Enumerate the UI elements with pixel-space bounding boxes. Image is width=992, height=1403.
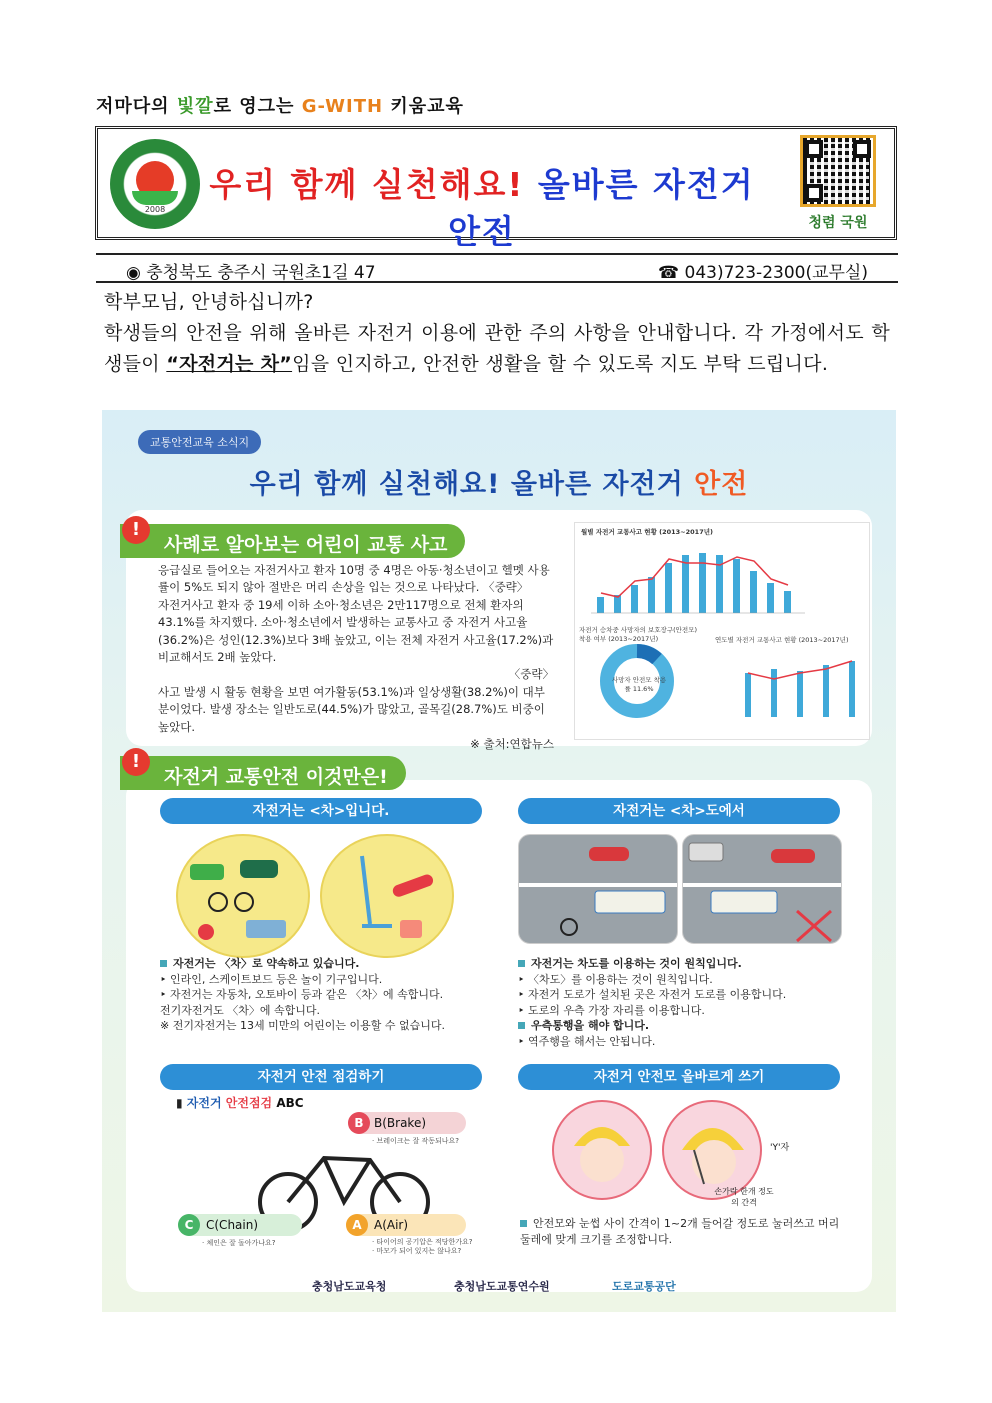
pill-safety-check: 자전거 안전 점검하기 <box>160 1064 482 1090</box>
integrity-mark: 청렴 국원 <box>808 215 868 231</box>
qr-code-icon <box>800 135 876 207</box>
page-title: 우리 함께 실천해요! 올바른 자전거 안전 <box>209 165 755 251</box>
safety-poster: 교통안전교육 소식지 우리 함께 실천해요! 올바른 자전거 안전 ! 사례로 알아보는 어린이 교통 사고 응급실로 들어오는 자전거사고 환자 10명 중 4명은 아동·청소년이고 헬멧 사용률이 5%도 되지 않아 절반은 머리 손상을 입는 것으로 나타났다. 〈중략〉 자전거사고 환자 중 19세 이하 소아·청소년은 2만117명으로 전체 환자의 43.1%를 차지했다. 소아·청소년에서 발생하는 교통사고 중 자전거 사고율(36.2%)은 성인(12.3%)보다 3배 높았고, 이는 전체 자전거 사고율(17.2%)과 비교해서도 2배 높았다. 〈중략〉 사고 발생 시 활동 현황을 보면 여가활동(53.1%)과 일상생활(38.2%)이 대부분이었다. 발생 장소는 일반도로(44.5%)가 많았고, 골목길(28.7%)도 비중이 높았다. ※ 출처:연합뉴스 월별 자전거 교통사고 현황 (2013~2017년) 자전거 승차중 사망자의 보호장구(안전모) 착용 여부 (2013~2017년) 사망자 안전모 착용률 11.6% 연도별 자전거 교통사고 현황 (2013~2017년) ! 자전거 교통안전 이것만은! 자전거는 <차>입니다. 자전거는 <차>도에서 자전거는 〈차〉로 약속하고 있습니다. ‣ 인라인, 스케이트보드 등은 놀이 기구입니다. ‣ 자전거는 자동차, 오토바이 등과 같은 〈차〉에 속합니다. 전기자전거도 〈차〉에 속합니다. ※ 전기자전거는 13세 미만의 어린이는 이용할 수 없습니다. 자전거는 차도를 이용하는 것이 원칙입니다. ‣ 〈차도〉를 이용하는 것이 원칙입니다. ‣ 자전거 도로가 설치된 곳은 자전거 도로를 이용합니다. ‣ 도로의 우측 가장 자리를 이용합니다. 우측통행을 해야 합니다. ‣ 역주행을 해서는 안됩니다. 자전거 안전 점검하기 자전거 안전모 올바르게 쓰기 ▮ 자전거 안전점검 ABC B B(Brake) · 브레이크는 잘 작동되나요? C C(Chain) · 체인은 잘 돌아가나요? A A(Air) · 타이어의 공기압은 적당한가요? · 마모가 되어 있지는 않나요? 'Y'자 손가락 한개 정도의 간격 안전모와 눈썹 사이 간격이 1~2개 들어갈 정도로 눌러쓰고 머리 둘레에 맞게 크기를 조정합니다. 충청남도교육청 충청남도교통연수원 도로교통공단 <box>102 410 896 1312</box>
air-label: A A(Air) <box>346 1214 466 1236</box>
school-address: ◉ 충청북도 충주시 국원초1길 47 <box>126 263 376 283</box>
newsletter-tag: 교통안전교육 소식지 <box>138 430 261 454</box>
road-scene-1 <box>518 834 678 944</box>
pill-bicycle-on-road: 자전거는 <차>도에서 <box>518 798 840 824</box>
vehicle-rules: 자전거는 〈차〉로 약속하고 있습니다. ‣ 인라인, 스케이트보드 등은 놀이 기구입니다. ‣ 자전거는 자동차, 오토바이 등과 같은 〈차〉에 속합니다. 전기자전거도 〈차〉에 속합니다. ※ 전기자전거는 13세 미만의 어린이는 이용할 수 없습니다. <box>160 957 445 1032</box>
school-phone: ☎ 043)723-2300(교무실) <box>657 263 868 283</box>
poster-title: 우리 함께 실천해요! 올바른 자전거 안전 <box>249 469 749 500</box>
abc-title: ▮ 자전거 안전점검 ABC <box>176 1096 304 1110</box>
alert-icon: ! <box>122 516 150 544</box>
traffic-light-icon: ▮ <box>176 1096 183 1110</box>
school-logo: 2008 <box>110 139 200 229</box>
vehicles-illustration <box>176 834 310 958</box>
section-heading-cases: ! 사례로 알아보는 어린이 교통 사고 <box>120 524 465 558</box>
school-motto: 저마다의 빛깔로 영그는 G-WITH 키움교육 <box>96 96 464 117</box>
letter-header <box>95 126 897 251</box>
accident-charts: 월별 자전거 교통사고 현황 (2013~2017년) 자전거 승차중 사망자의 보호장구(안전모) 착용 여부 (2013~2017년) 사망자 안전모 착용률 11.6% 연도별 자전거 교통사고 현황 (2013~2017년) <box>574 522 870 740</box>
helmet-right-illustration <box>662 1100 762 1200</box>
section-heading-rules: ! 자전거 교통안전 이것만은! <box>120 756 406 790</box>
toys-illustration <box>320 834 454 958</box>
chain-label: C C(Chain) <box>178 1214 302 1236</box>
road-rules: 자전거는 차도를 이용하는 것이 원칙입니다. ‣ 〈차도〉를 이용하는 것이 원칙입니다. ‣ 자전거 도로가 설치된 곳은 자전거 도로를 이용합니다. ‣ 도로의 우측 가장 자리를 이용합니다. 우측통행을 해야 합니다. ‣ 역주행을 해서는 안됩니다. <box>518 957 787 1048</box>
logo-edu-office: 충청남도교육청 <box>312 1280 387 1293</box>
alert-icon: ! <box>122 748 150 776</box>
pill-helmet: 자전거 안전모 올바르게 쓰기 <box>518 1064 840 1090</box>
road-scene-2 <box>682 834 842 944</box>
logo-koroad: 도로교통공단 <box>612 1280 676 1293</box>
logo-traffic-institute: 충청남도교통연수원 <box>454 1280 550 1293</box>
helmet-note: 안전모와 눈썹 사이 간격이 1~2개 들어갈 정도로 눌러쓰고 머리 둘레에 맞게 크기를 조정합니다. <box>520 1217 840 1246</box>
case-story: 응급실로 들어오는 자전거사고 환자 10명 중 4명은 아동·청소년이고 헬멧 사용률이 5%도 되지 않아 절반은 머리 손상을 입는 것으로 나타났다. 〈중략〉 자전거사고 환자 중 19세 이하 소아·청소년은 2만117명으로 전체 환자의 43.1%를 차지했다. 소아·청소년에서 발생하는 교통사고 중 자전거 사고율(36.2%)은 성인(12.3%)보다 3배 높았고, 이는 전체 자전거 사고율(17.2%)과 비교해서도 2배 높았다. 〈중략〉 사고 발생 시 활동 현황을 보면 여가활동(53.1%)과 일상생활(38.2%)이 대부분이었다. 발생 장소는 일반도로(44.5%)가 많았고, 골목길(28.7%)도 비중이 높았다. ※ 출처:연합뉴스 <box>158 563 554 752</box>
brake-label: B B(Brake) <box>348 1112 466 1134</box>
pill-bicycle-is-vehicle: 자전거는 <차>입니다. <box>160 798 482 824</box>
helmet-wrong-illustration <box>552 1100 652 1200</box>
letter-body: 학생들의 안전을 위해 올바른 자전거 이용에 관한 주의 사항을 안내합니다. 각 가정에서도 학생들이 “자전거는 차”임을 인지하고, 안전한 생활을 할 수 있도록 지도 부탁 드립니다. <box>104 322 890 375</box>
greeting: 학부모님, 안녕하십니까? <box>104 291 314 313</box>
air-notes: · 타이어의 공기압은 적당한가요? · 마모가 되어 있지는 않나요? <box>372 1238 473 1255</box>
address-bar <box>96 253 898 283</box>
